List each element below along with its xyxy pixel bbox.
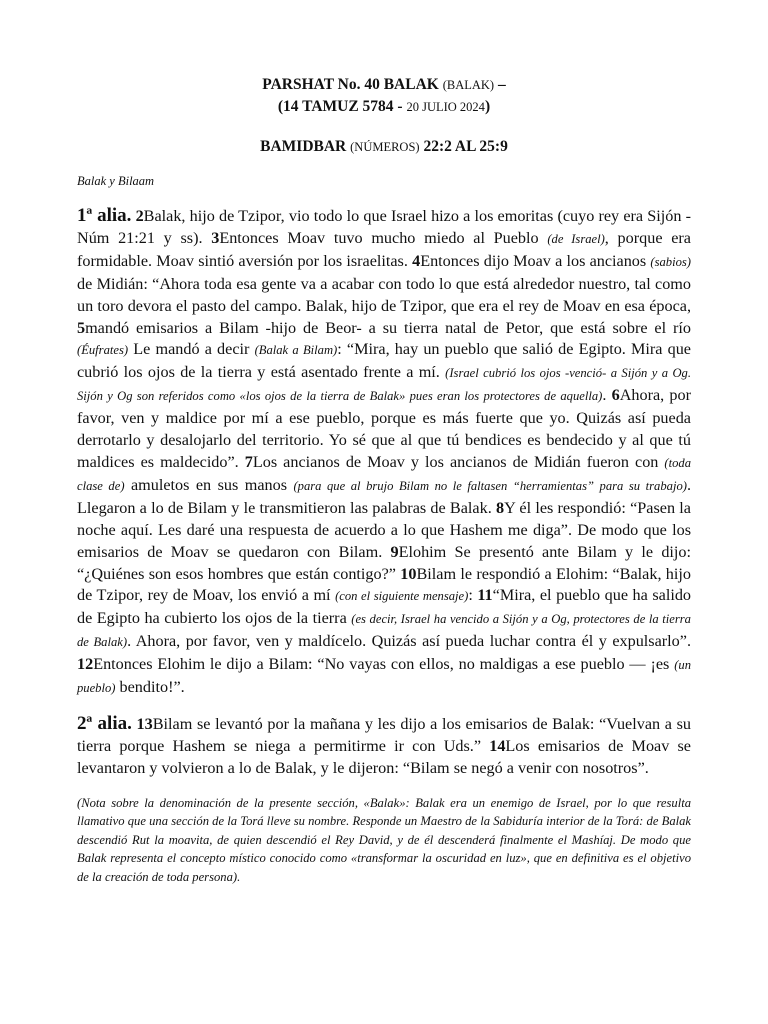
verse-number: 4: [412, 251, 421, 270]
hebrew-date: (14 TAMUZ 5784 -: [277, 98, 407, 115]
verse-number: 2: [135, 207, 144, 225]
title-dash: –: [494, 76, 506, 93]
section-title: Balak y Bilaam: [77, 174, 155, 188]
commentary-note: (de Israel): [547, 231, 605, 246]
verse-number: 11: [477, 586, 493, 605]
verse-number: 3: [211, 228, 220, 247]
commentary-note: (toda clase de): [77, 455, 692, 493]
commentary-note: (con el siguiente mensaje): [335, 589, 469, 604]
aliya-2-paragraph: [77, 713, 691, 780]
book-reference: [77, 136, 691, 158]
verse-number: 7: [244, 452, 253, 471]
verse-text: .: [602, 386, 612, 405]
verse-number: 12: [77, 655, 94, 674]
verse-text: , porque era formidable. Moav sintió aversión por los israelitas.: [77, 228, 691, 270]
verse-text: : “Mira, hay un pueblo que salió de Egipto. Mira que cubrió los ojos de la tierra y está asentado frente a mí.: [77, 340, 691, 382]
verse-text: Entonces Moav tuvo mucho miedo al Pueblo: [219, 228, 548, 247]
parsha-title: [77, 74, 691, 118]
commentary-note: (para que al brujo Bilam no le faltasen “herramientas” para su trabajo): [293, 478, 687, 493]
verse-text: de Midián: “Ahora toda esa gente va a acabar con todo lo que está alrededor nuestro, tal como un toro devora el pasto del campo. Balak, hijo de Tzipor, que era el rey de Moav en esa época,: [77, 274, 691, 315]
commentary-note: (un pueblo): [77, 658, 691, 696]
verse-text: Bilam se levantó por la mañana y les dijo a los emisarios de Balak: “Vuelvan a su tierra porque Hashem se niega a permitirme ir con Uds.”: [77, 714, 692, 755]
verse-text: Le mandó a decir: [128, 340, 255, 359]
verse-text: Balak, hijo de Tzipor, vio todo lo que Israel hizo a los emoritas (cuyo rey era Sijón - Núm 21:21 y ss).: [77, 207, 691, 247]
section-footnote: (Nota sobre la denominación de la presente sección, «Balak»: Balak era un enemigo de Israel, por lo que resulta llamativo que una sección de la Torá lleve su nombre. Responde un Maestro de la Sabiduría interior de la Torá: de Balak descendió Rut la moavita, de quien descendió el Rey David, y de él descenderá finalmente el Mashíaj. De modo que Balak representa el concepto místico conocido como «transformar la oscuridad en luz», que en definitiva es el objetivo de la creación de toda persona).: [77, 795, 691, 884]
verse-text: “Mira, el pueblo que ha salido de Egipto ha cubierto los ojos de la tierra: [77, 586, 692, 628]
parsha-name-translation: (BALAK): [442, 78, 495, 92]
verse-text: . Ahora, por favor, ven y maldícelo. Quizás así pueda luchar contra él y expulsarlo”.: [127, 632, 692, 651]
verse-text: Ahora, por favor, ven y maldice por mí a ese pueblo, porque es más fuerte que yo. Quizás así pueda derrotarlo y desalojarlo del territorio. Yo sé que al que tú bendices es bendecido y al que tú maldices es maldecido”.: [77, 386, 692, 471]
verse-number: 10: [400, 564, 417, 583]
verse-number: 8: [495, 498, 505, 517]
book-name: BAMIDBAR: [260, 138, 347, 155]
verse-text: Entonces dijo Moav a los ancianos: [420, 251, 651, 270]
commentary-note: (sabios): [650, 254, 691, 269]
verse-text: Y él les respondió: “Pasen la noche aquí. Les daré una respuesta de acuerdo a lo que Hashem me diga”. De modo que los emisarios de Moav se quedaron con Bilam.: [77, 498, 691, 561]
aliya-2-label: 2ª alia.: [77, 712, 132, 734]
verse-text: Bilam le respondió a Elohim: “Balak, hijo de Tzipor, rey de Moav, los envió a mí: [77, 564, 691, 605]
verse-text: Los emisarios de Moav se levantaron y volvieron a lo de Balak, y le dijeron: “Bilam se negó a venir con nosotros”.: [77, 736, 691, 777]
commentary-note: (es decir, Israel ha vencido a Sijón y a Og, protectores de la tierra de Balak): [77, 612, 691, 650]
aliya-1-label: 1ª alia.: [77, 205, 132, 226]
verse-text: bendito!”.: [115, 678, 185, 697]
verse-text: mandó emisarios a Bilam -hijo de Beor- a su tierra natal de Petor, que está sobre el río: [85, 318, 691, 337]
verse-text: :: [468, 586, 478, 605]
gregorian-date: 20 JULIO 2024: [406, 100, 485, 114]
aliya-1-paragraph: [77, 205, 691, 700]
verse-text: Entonces Elohim le dijo a Bilam: “No vayas con ellos, no maldigas a ese pueblo — ¡es: [93, 655, 675, 674]
verse-text: amuletos en sus manos: [124, 475, 294, 494]
date-close: ): [484, 98, 491, 115]
book-name-translation: (NÚMEROS): [350, 140, 420, 154]
verse-number: 13: [136, 714, 153, 733]
commentary-note: (Balak a Bilam): [254, 343, 338, 358]
verse-number: 14: [489, 736, 506, 755]
commentary-note: (Éufrates): [77, 343, 129, 358]
verse-text: . Llegaron a lo de Bilam y le transmitieron las palabras de Balak.: [77, 475, 691, 517]
verse-text: Los ancianos de Moav y los ancianos de Midián fueron con: [252, 452, 665, 471]
verse-number: 6: [611, 386, 620, 405]
verse-text: Elohim Se presentó ante Bilam y le dijo: “¿Quiénes son esos hombres que están contigo?”: [77, 542, 691, 583]
parsha-name: PARSHAT No. 40 BALAK: [262, 76, 439, 93]
verse-range: 22:2 AL 25:9: [423, 138, 508, 155]
verse-number: 5: [77, 318, 86, 337]
commentary-note: (Israel cubrió los ojos -venció- a Sijón y a Og. Sijón y Og son referidos como «los ojos de la tierra de Balak» pues eran los protectores de aquella): [77, 366, 691, 404]
verse-number: 9: [390, 542, 399, 561]
